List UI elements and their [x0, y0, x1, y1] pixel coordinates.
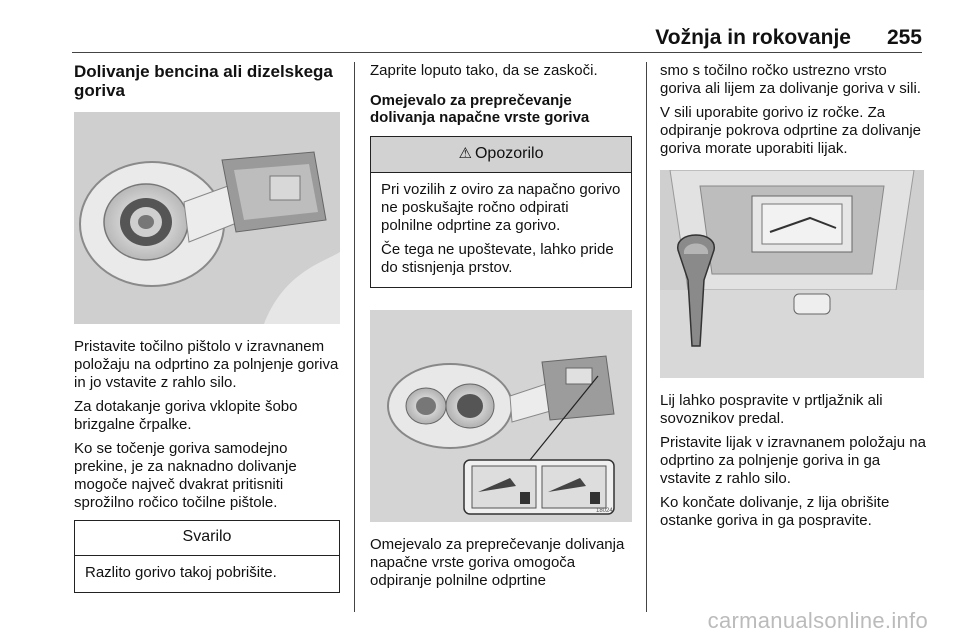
warning-text: Če tega ne upoštevate, lahko pride do stisnjenja prstov. [381, 241, 614, 276]
warning-header [371, 137, 631, 173]
warning-triangle-icon: ⚠ [458, 145, 472, 162]
column-divider [646, 62, 647, 612]
figure-code: 18024 [596, 508, 613, 514]
paragraph: V sili uporabite gorivo iz ročke. Za odpiranje pokrova odprtine za dolivanje goriva morate uporabiti lijak. [660, 104, 922, 157]
page-number: 255 [886, 26, 922, 49]
paragraph: smo s točilno ročko ustrezno vrsto goriva ali lijem za dolivanje goriva v sili. [660, 62, 921, 97]
warning-text: Pri vozilih z oviro za napačno gorivo ne poskušajte ročno odpirati polnilne odprtine za gorivo. [381, 181, 621, 234]
notice-box [74, 520, 340, 593]
page-title: Vožnja in rokovanje [655, 26, 851, 49]
warning-title: Opozorilo [474, 145, 544, 162]
paragraph: Pristavite lijak v izravnanem položaju na odprtino za polnjenje goriva in ga vstavite z rahlo silo. [660, 434, 926, 487]
paragraph: Lij lahko pospravite v prtljažnik ali sovoznikov predal. [660, 392, 883, 427]
page-header [72, 22, 922, 53]
paragraph: Ko končate dolivanje, z lija obrišite ostanke goriva in ga pospravite. [660, 494, 890, 529]
column-divider [354, 62, 355, 612]
column-2 [370, 62, 632, 596]
subsection-heading: Omejevalo za preprečevanje dolivanja napačne vrste goriva [370, 92, 590, 126]
notice-text: Razlito gorivo takoj pobrišite. [85, 564, 277, 581]
paragraph: Za dotakanje goriva vklopite šobo brizgalne črpalke. [74, 398, 298, 433]
paragraph: Pristavite točilno pištolo v izravnanem položaju na odprtino za polnjenje goriva in jo vstavite z rahlo silo. [74, 338, 339, 391]
warning-box [370, 136, 632, 288]
misfuel-inhibitor-figure [370, 310, 632, 522]
watermark: carmanualsonline.info [707, 608, 928, 633]
section-heading: Dolivanje bencina ali dizelskega goriva [74, 62, 333, 100]
paragraph: Omejevalo za preprečevanje dolivanja napačne vrste goriva omogoča odpiranje polnilne odprtine [370, 536, 625, 589]
paragraph: Ko se točenje goriva samodejno prekine, je za naknadno dolivanje mogoče največ dvakrat pritisniti sprožilno ročico točilne pištole. [74, 440, 297, 511]
fuel-filler-figure [74, 112, 340, 324]
notice-title: Svarilo [75, 521, 339, 556]
column-3 [660, 62, 928, 536]
trunk-funnel-figure [660, 170, 924, 378]
paragraph: Zaprite loputo tako, da se zaskoči. [370, 62, 598, 79]
column-1 [74, 62, 340, 593]
